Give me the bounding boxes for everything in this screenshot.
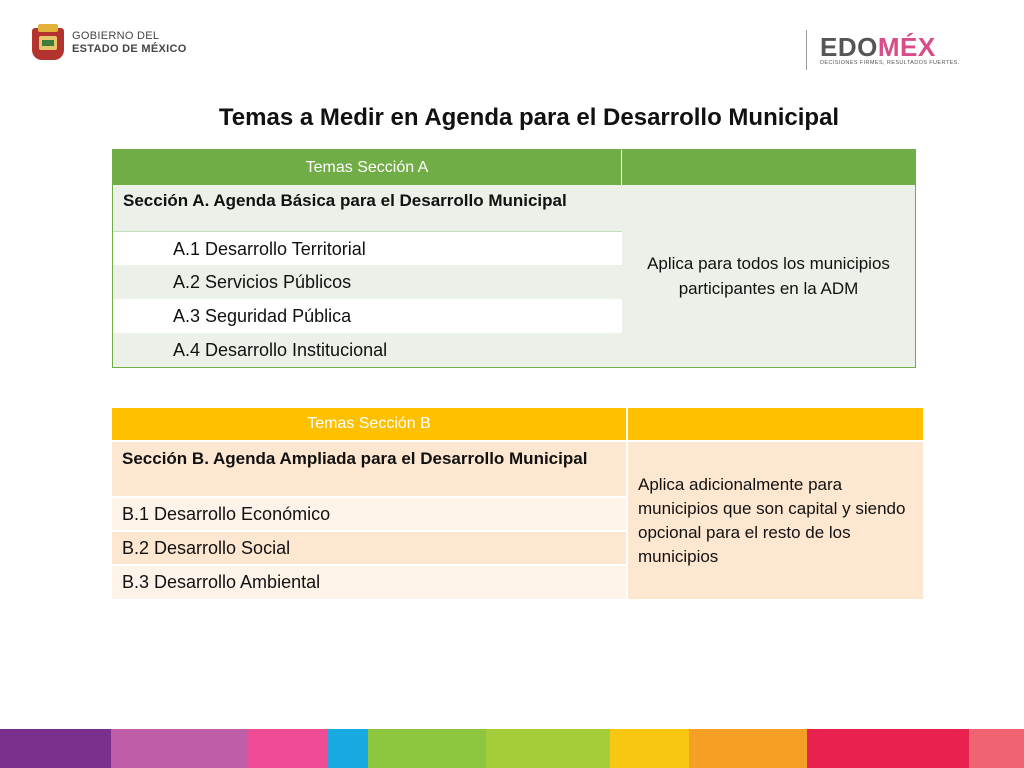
- table-b-header: Temas Sección B: [112, 408, 626, 440]
- logo-divider: [806, 30, 807, 70]
- gov-line-1: GOBIERNO DEL: [72, 30, 160, 42]
- footer-stripe: [0, 729, 111, 768]
- gobierno-estado-mexico-logo: [30, 24, 187, 62]
- table-b-header-empty: [628, 408, 923, 440]
- table-b-row-heading: Sección B. Agenda Ampliada para el Desarrollo Municipal: [112, 442, 626, 496]
- footer-stripe: [247, 729, 327, 768]
- table-b-row: B.3 Desarrollo Ambiental: [112, 566, 626, 599]
- footer-stripe: [807, 729, 969, 768]
- table-b-row: B.2 Desarrollo Social: [112, 532, 626, 564]
- brand-edo: EDO: [820, 32, 878, 62]
- table-a-header-empty: [622, 150, 915, 185]
- footer-stripe: [689, 729, 807, 768]
- brand-tagline: DECISIONES FIRMES, RESULTADOS FUERTES.: [820, 60, 960, 66]
- footer-stripe: [327, 729, 368, 768]
- table-a-header: Temas Sección A: [113, 150, 621, 185]
- footer-stripe: [969, 729, 1024, 768]
- table-a-row: A.4 Desarrollo Institucional: [113, 333, 622, 367]
- table-a-row: A.3 Seguridad Pública: [113, 299, 622, 333]
- table-b-row: B.1 Desarrollo Económico: [112, 498, 626, 530]
- table-a-row: A.1 Desarrollo Territorial: [113, 231, 622, 265]
- page-title: Temas a Medir en Agenda para el Desarrollo Municipal: [218, 104, 840, 131]
- table-b-applicability: Aplica adicionalmente para municipios que son capital y siendo opcional para el resto de los municipios: [628, 442, 923, 599]
- footer-stripe: [111, 729, 247, 768]
- footer-stripe: [368, 729, 486, 768]
- table-section-b: [112, 408, 923, 600]
- gov-line-2: ESTADO DE MÉXICO: [72, 43, 187, 55]
- table-a-applicability: Aplica para todos los municipios participantes en la ADM: [622, 185, 915, 367]
- table-a-row-heading: Sección A. Agenda Básica para el Desarrollo Municipal: [113, 185, 622, 231]
- footer-stripe: [486, 729, 610, 768]
- table-section-a: [112, 149, 916, 368]
- edomex-logo: [806, 30, 996, 70]
- footer-color-bar: [0, 729, 1024, 768]
- table-a-row: A.2 Servicios Públicos: [113, 265, 622, 299]
- footer-stripe: [610, 729, 689, 768]
- brand-mex: MÉX: [877, 32, 936, 62]
- state-seal-icon: [30, 24, 66, 62]
